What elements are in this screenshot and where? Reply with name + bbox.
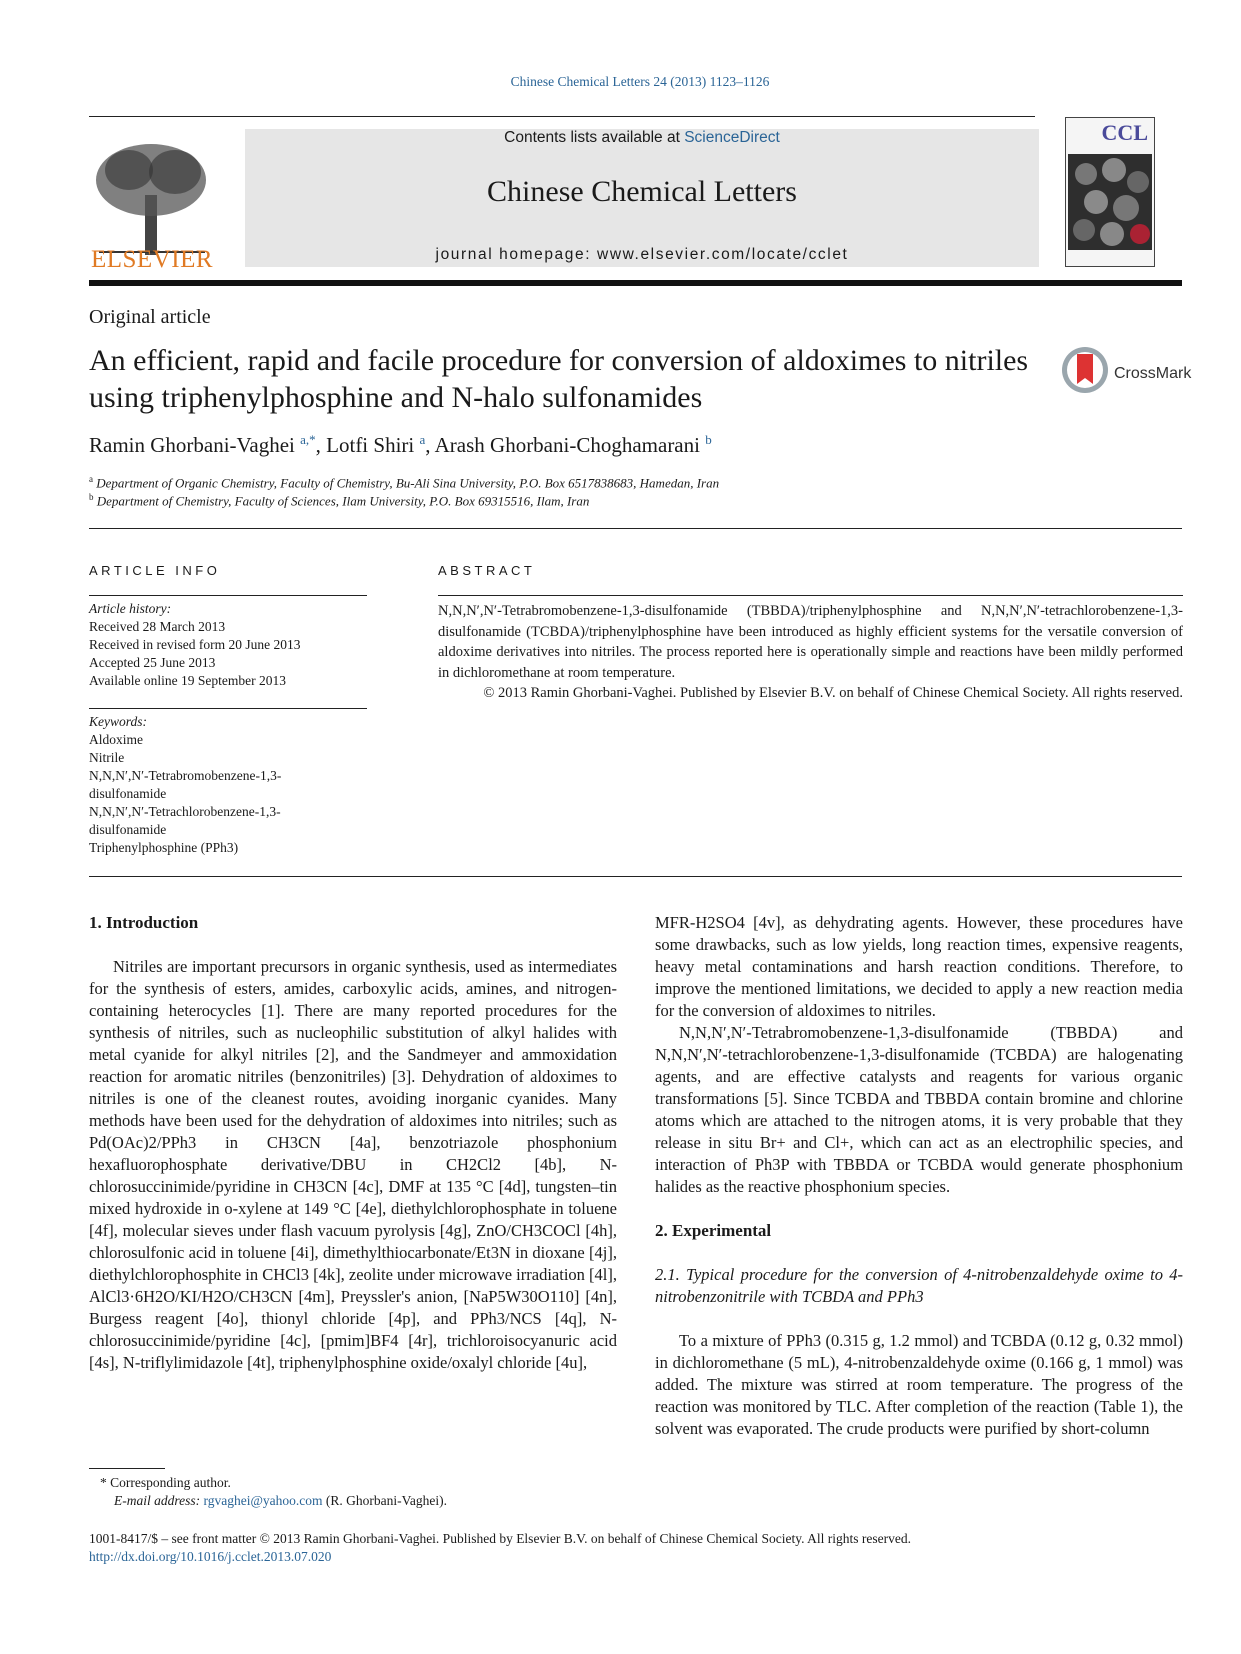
article-title: An efficient, rapid and facile procedure for conversion of aldoximes to nitriles using triphenylphosphine and N-halo sulfonamides <box>89 344 1029 414</box>
keyword: disulfonamide <box>89 786 167 801</box>
affiliation-b: $^b$ Department of Chemistry, Faculty of Sciences, Ilam University, P.O. Box 69315516, Ilam, Iran <box>89 492 590 509</box>
left-column <box>89 912 617 1374</box>
history-item: Available online 19 September 2013 <box>89 673 286 688</box>
journal-title: Chinese Chemical Letters <box>487 175 797 208</box>
author-name: Ramin Ghorbani-Vaghei <box>89 433 295 457</box>
info-rule <box>89 708 367 709</box>
footnote-rule <box>89 1468 165 1469</box>
email-link[interactable]: rgvaghei@yahoo.com <box>203 1493 323 1508</box>
cover-image <box>1066 154 1154 254</box>
info-rule <box>89 595 367 596</box>
history-item: Received 28 March 2013 <box>89 619 226 634</box>
email-label: E-mail address: <box>114 1493 204 1508</box>
keyword: N,N,N′,N′-Tetrabromobenzene-1,3- <box>89 768 282 783</box>
crossmark-icon[interactable] <box>1060 345 1110 395</box>
section-rule <box>89 876 1182 877</box>
intro-paragraph-cont: MFR-H2SO4 [4v], as dehydrating agents. However, these procedures have some drawbacks, such as low yields, long reaction times, expensive reagents, heavy metal contaminations and harsh reaction conditions. Therefore, to improve the mentioned limitations, we decided to apply a new reaction media for the conversion of aldoximes to nitriles. <box>655 913 1183 1020</box>
intro-heading: 1. Introduction <box>89 913 199 932</box>
author-affiliation-mark[interactable]: a,* <box>300 432 316 447</box>
journal-reference[interactable]: Chinese Chemical Letters 24 (2013) 1123–1126 <box>510 74 770 89</box>
sciencedirect-link[interactable]: ScienceDirect <box>684 129 780 146</box>
author-name: Arash Ghorbani-Choghamarani <box>434 433 700 457</box>
author-list: Ramin Ghorbani-Vaghei $^{a,*}$, Lotfi Shiri $^a$, Arash Ghorbani-Choghamarani $^b$ <box>89 432 712 457</box>
right-column <box>655 912 1183 1440</box>
intro-paragraph: Nitriles are important precursors in organic synthesis, used as intermediates for the synthesis of esters, amides, carboxylic acids, amines, and nitrogen-containing heterocycles [1]. There are many reported procedures for the synthesis of nitriles, such as nucleophilic substitution of alkyl halides with metal cyanide for alkyl nitriles [2], and the Sandmeyer and ammoxidation reaction for aromatic nitriles (benzonitriles) [3]. Dehydration of aldoximes to nitriles is one of the cleanest routes, avoiding inorganic cyanides. Many methods have been used for the dehydration of aldoximes into nitriles; such as Pd(OAc)2/PPh3 in CH3CN [4a], benzotriazole phosphonium hexafluorophosphate derivative/DBU in CH2Cl2 [4b], N-chlorosuccinimide/pyridine in CH3CN [4c], DMF at 135 °C [4d], tungsten–tin mixed hydroxide in o-xylene at 149 °C [4e], diethylchlorophosphate in toluene [4f], molecular sieves under flash vacuum pyrolysis [4g], ZnO/CH3COCl [4h], chlorosulfonic acid in toluene [4i], dimethylthiocarbonate/Et3N in dioxane [4j], diethylchlorophosphite in CHCl3 [4k], zeolite under microwave irradiation [4l], AlCl3·6H2O/KI/H2O/CH3CN [4m], Preyssler's anion, [NaP5W30O110] [4n], Burgess reagent [4o], thionyl chloride [4p], and PPh3/NCS [4q], N-chlorosuccinimide/pyridine [4c], [pmim]BF4 [4r], trichloroisocyanuric acid [4s], N-triflylimidazole [4t], triphenylphosphine oxide/oxalyl chloride [4u], <box>89 957 617 1372</box>
procedure-subheading: 2.1. Typical procedure for the conversion of 4-nitrobenzaldehyde oxime to 4-nitrobenzonitrile with TCBDA and PPh3 <box>655 1265 1183 1306</box>
affiliation-a: $^a$ Department of Organic Chemistry, Faculty of Chemistry, Bu-Ali Sina University, P.O. Box 6517838683, Hamedan, Iran <box>89 474 720 491</box>
abstract-body <box>438 601 1183 704</box>
history-label: Article history: <box>89 601 172 616</box>
crossmark-label[interactable]: CrossMark <box>1114 365 1192 382</box>
contents-line: Contents lists available at ScienceDirect <box>504 129 780 146</box>
corresponding-author: * Corresponding author. <box>100 1475 231 1490</box>
author-affiliation-mark[interactable]: b <box>705 432 712 447</box>
procedure-paragraph: To a mixture of PPh3 (0.315 g, 1.2 mmol) and TCBDA (0.12 g, 0.32 mmol) in dichloromethane (5 mL), 4-nitrobenzaldehyde oxime (0.166 g, 1 mmol) was added. The mixture was stirred at room temperature. The progress of the reaction was monitored by TLC. After completion of the reaction (Table 1), the solvent was evaporated. The crude products were purified by short-column <box>655 1331 1183 1438</box>
abstract-rule <box>438 595 1183 596</box>
keywords-list <box>89 713 281 857</box>
author-affiliation-mark[interactable]: a <box>419 432 426 447</box>
keywords-label: Keywords: <box>89 714 147 729</box>
experimental-heading: 2. Experimental <box>655 1221 772 1240</box>
author-name: Lotfi Shiri <box>326 433 415 457</box>
keyword: disulfonamide <box>89 822 167 837</box>
article-info-heading: ARTICLE INFO <box>89 563 221 578</box>
intro-paragraph: N,N,N′,N′-Tetrabromobenzene-1,3-disulfonamide (TBBDA) and N,N,N′,N′-tetrachlorobenzene-1,3-disulfonamide (TCBDA) are halogenating agents, and are effective catalysts and reagents for various organic transformations [5]. Since TCBDA and TBBDA contain bromine and chlorine atoms which are attached to the nitrogen atoms, it is very probable that they release in situ Br+ and Cl+, which can act as an electrophilic species, and interaction of Ph3P with TBBDA or TCBDA would generate phosphonium halides as the reactive phosphonium species. <box>655 1023 1183 1196</box>
publisher-name: ELSEVIER <box>90 246 214 273</box>
keyword: N,N,N′,N′-Tetrachlorobenzene-1,3- <box>89 804 281 819</box>
keyword: Triphenylphosphine (PPh3) <box>89 840 239 855</box>
header-rule <box>89 116 1035 117</box>
journal-banner <box>245 129 1039 267</box>
article-history <box>89 600 300 690</box>
journal-homepage[interactable]: journal homepage: www.elsevier.com/locate/cclet <box>435 246 849 263</box>
doi-link[interactable]: http://dx.doi.org/10.1016/j.cclet.2013.07.020 <box>89 1549 332 1564</box>
abstract-copyright: © 2013 Ramin Ghorbani-Vaghei. Published by Elsevier B.V. on behalf of Chinese Chemical Society. All rights reserved. <box>483 685 1183 701</box>
header-thick-rule <box>89 280 1182 286</box>
article-type: Original article <box>89 306 211 328</box>
history-item: Accepted 25 June 2013 <box>89 655 216 670</box>
abstract-heading: ABSTRACT <box>438 563 536 578</box>
footnote: * Corresponding author. E-mail address: rgvaghei@yahoo.com (R. Ghorbani-Vaghei). <box>100 1475 447 1508</box>
abstract-text: N,N,N′,N′-Tetrabromobenzene-1,3-disulfonamide (TBBDA)/triphenylphosphine and N,N,N′,N′-tetrachlorobenzene-1,3-disulfonamide (TCBDA)/triphenylphosphine have been introduced as highly efficient systems for the versatile conversion of aldoxime derivatives into nitriles. The process reported here is operationally simple and reactions have been mildly performed in dichloromethane at room temperature. <box>438 603 1183 681</box>
keyword: Aldoxime <box>89 732 143 747</box>
keyword: Nitrile <box>89 750 125 765</box>
history-item: Received in revised form 20 June 2013 <box>89 637 301 652</box>
issn-line: 1001-8417/$ – see front matter © 2013 Ramin Ghorbani-Vaghei. Published by Elsevier B.V. on behalf of Chinese Chemical Society. All rights reserved. <box>89 1531 911 1546</box>
front-matter <box>89 1530 911 1566</box>
cover-abbrev: CCL <box>1101 120 1148 145</box>
journal-cover <box>1065 117 1155 267</box>
section-rule <box>89 528 1182 529</box>
